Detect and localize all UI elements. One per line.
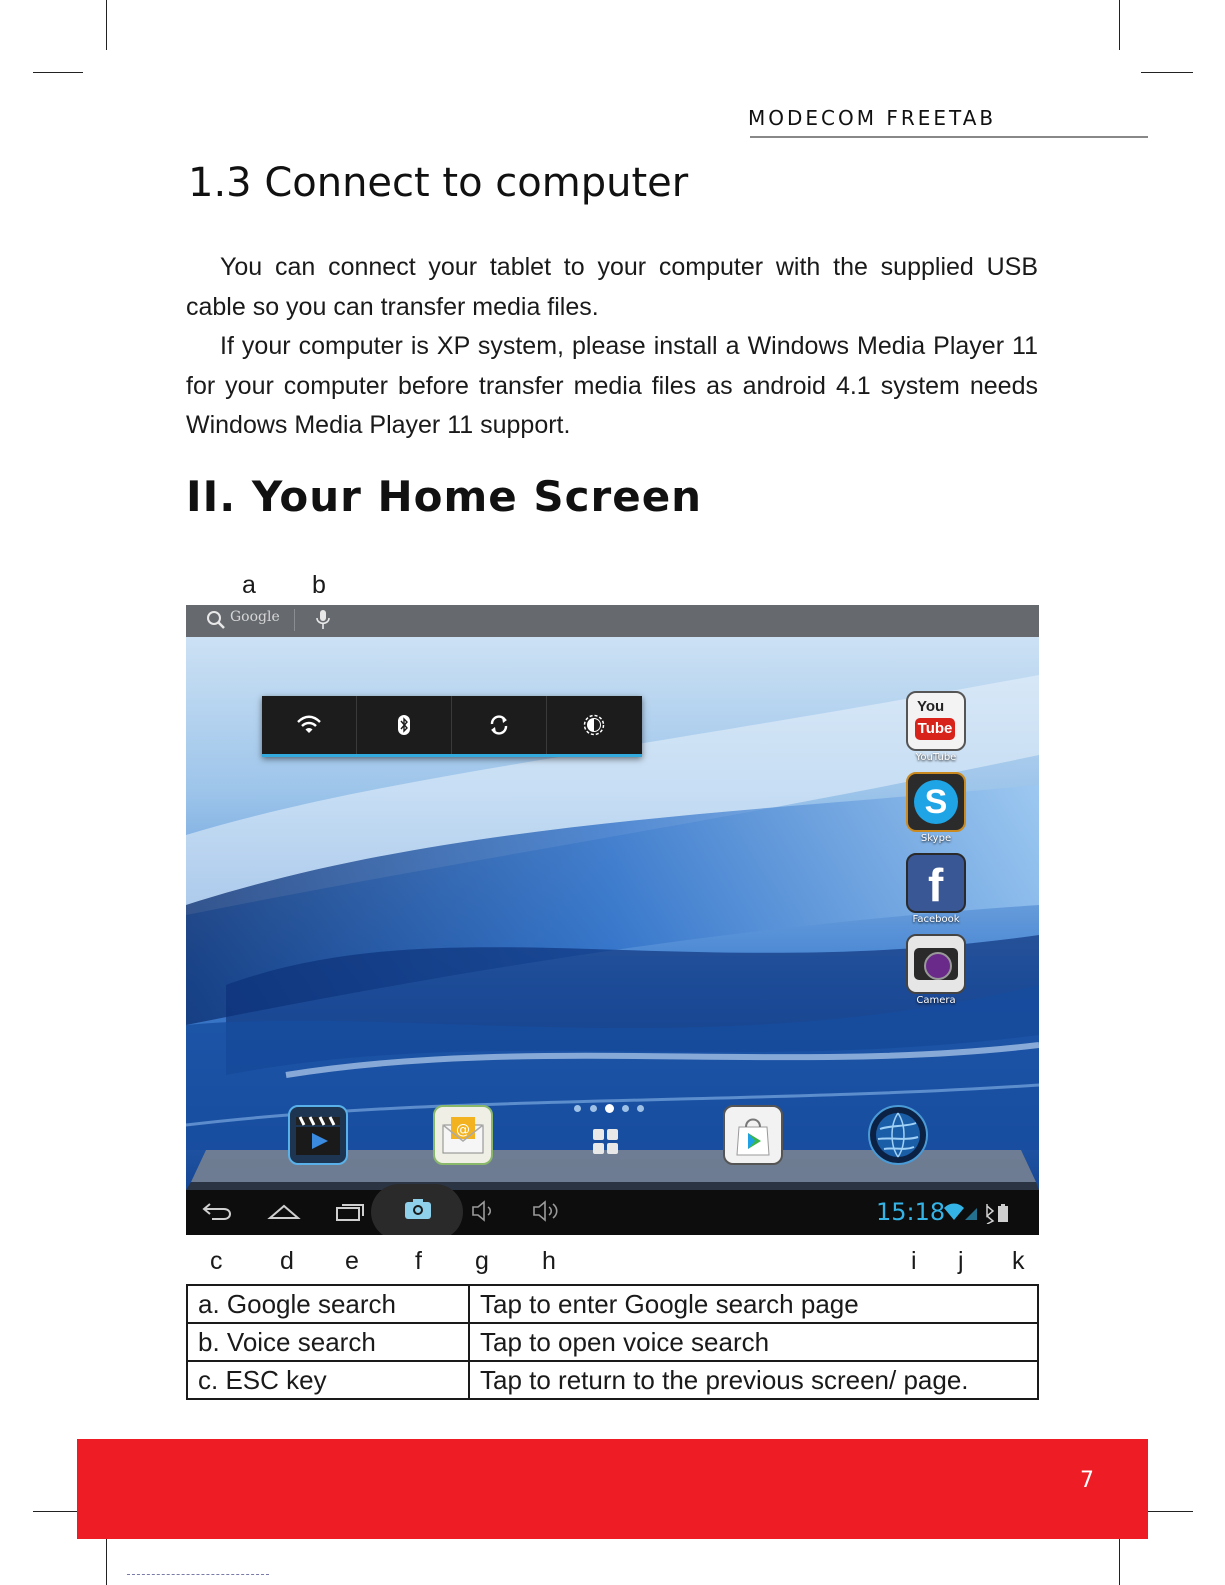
- label-h: h: [542, 1247, 556, 1275]
- brightness-icon: [583, 714, 605, 736]
- skype-icon: [906, 772, 966, 832]
- label-j: j: [958, 1247, 964, 1275]
- system-nav-bar: [186, 1190, 1039, 1235]
- footer-band: [77, 1439, 1148, 1539]
- microphone-icon[interactable]: [315, 608, 331, 632]
- play-store-app-icon[interactable]: [723, 1105, 783, 1165]
- legend-key: c. ESC key: [187, 1361, 469, 1399]
- sync-icon: [488, 714, 510, 736]
- paragraph-xp-text: If your computer is XP system, please install a Windows Media Player 11 for your computer before transfer media files as android 4.1 system needs Windows Media Player 11 support.: [186, 332, 1038, 439]
- search-icon[interactable]: [204, 607, 228, 633]
- screenshot-button[interactable]: [371, 1184, 463, 1235]
- page-dot: [622, 1105, 629, 1112]
- skype-badge: S: [914, 780, 958, 824]
- facebook-icon: [906, 853, 966, 913]
- app-camera[interactable]: [905, 934, 967, 1006]
- crop-mark: [106, 1533, 107, 1585]
- label-b: b: [312, 571, 326, 599]
- volume-down-icon[interactable]: [469, 1198, 499, 1224]
- volume-up-icon[interactable]: [530, 1198, 562, 1224]
- recent-apps-icon[interactable]: [334, 1198, 368, 1224]
- power-control-widget: [262, 696, 642, 757]
- camera-icon: [906, 934, 966, 994]
- label-a: a: [242, 571, 256, 599]
- youtube-tube: Tube: [915, 718, 955, 740]
- app-label-youtube: YouTube: [915, 752, 957, 763]
- paragraph-usb: [186, 248, 1038, 327]
- label-i: i: [911, 1247, 917, 1275]
- wifi-signal-icon: [944, 1204, 964, 1221]
- globe-icon: [870, 1107, 926, 1163]
- legend-desc: Tap to open voice search: [469, 1323, 1038, 1361]
- table-row: [187, 1323, 1038, 1361]
- search-hint[interactable]: Google: [230, 609, 280, 625]
- bluetooth-status-icon: [987, 1204, 993, 1224]
- paragraph-xp: [186, 327, 1038, 446]
- camera-lens: [924, 952, 952, 980]
- all-apps-button[interactable]: [591, 1127, 621, 1157]
- section-title-connect: 1.3 Connect to computer: [188, 160, 689, 206]
- label-f: f: [415, 1247, 422, 1275]
- bluetooth-icon: [397, 714, 411, 736]
- facebook-f: f: [928, 859, 944, 911]
- legend-desc: Tap to return to the previous screen/ page.: [469, 1361, 1038, 1399]
- paragraph-usb-text: You can connect your tablet to your computer with the supplied USB cable so you can transfer media files.: [186, 253, 1038, 321]
- app-youtube[interactable]: [905, 691, 967, 763]
- page-dot-active: [605, 1104, 614, 1113]
- wifi-toggle[interactable]: [262, 696, 357, 754]
- page-number: 7: [1080, 1468, 1094, 1493]
- crop-mark: [33, 72, 83, 73]
- brightness-toggle[interactable]: [547, 696, 641, 754]
- wifi-icon: [296, 715, 322, 735]
- video-player-app-icon[interactable]: [288, 1105, 348, 1165]
- email-app-icon[interactable]: [433, 1105, 493, 1165]
- battery-icon: [998, 1204, 1008, 1222]
- app-facebook[interactable]: [905, 853, 967, 925]
- crop-mark: [1119, 0, 1120, 50]
- home-screen-screenshot: [186, 605, 1039, 1235]
- bluetooth-toggle[interactable]: [357, 696, 452, 754]
- legend-table: [186, 1284, 1039, 1400]
- sync-toggle[interactable]: [452, 696, 547, 754]
- status-clock: 15:18: [876, 1198, 946, 1226]
- label-e: e: [345, 1247, 359, 1275]
- youtube-you: You: [917, 698, 945, 715]
- svg-text:@: @: [456, 1122, 470, 1138]
- label-c: c: [210, 1247, 223, 1275]
- app-skype[interactable]: [905, 772, 967, 844]
- page-dot: [637, 1105, 644, 1112]
- table-row: [187, 1361, 1038, 1399]
- play-store-icon: [725, 1107, 781, 1163]
- clapper-icon: [290, 1107, 346, 1163]
- back-icon[interactable]: [200, 1198, 234, 1224]
- page-dot: [590, 1105, 597, 1112]
- cell-signal-icon: [965, 1208, 977, 1220]
- app-label-skype: Skype: [920, 833, 952, 844]
- browser-app-icon[interactable]: [868, 1105, 928, 1165]
- google-search-bar[interactable]: [186, 605, 1039, 637]
- app-label-camera: Camera: [916, 995, 956, 1006]
- dashed-line: [127, 1574, 269, 1575]
- table-row: [187, 1285, 1038, 1323]
- home-icon[interactable]: [267, 1198, 301, 1224]
- email-icon: [435, 1107, 491, 1163]
- label-d: d: [280, 1247, 294, 1275]
- youtube-icon: [906, 691, 966, 751]
- label-k: k: [1012, 1247, 1025, 1275]
- legend-key: a. Google search: [187, 1285, 469, 1323]
- crop-mark: [33, 1511, 83, 1512]
- label-g: g: [475, 1247, 489, 1275]
- apps-grid-icon: [591, 1127, 621, 1157]
- status-icons[interactable]: [943, 1202, 1015, 1224]
- crop-mark: [106, 0, 107, 50]
- screenshot-camera-icon: [403, 1197, 433, 1221]
- app-label-facebook: Facebook: [912, 914, 960, 925]
- legend-key: b. Voice search: [187, 1323, 469, 1361]
- search-divider: [294, 609, 295, 631]
- legend-desc: Tap to enter Google search page: [469, 1285, 1038, 1323]
- page-dot: [574, 1105, 581, 1112]
- crop-mark: [1141, 1511, 1193, 1512]
- header-rule: [750, 136, 1148, 138]
- crop-mark: [1141, 72, 1193, 73]
- section-title-home-screen: II. Your Home Screen: [186, 472, 703, 521]
- crop-mark: [1119, 1533, 1120, 1585]
- brand-header: MODECOM FREETAB: [748, 106, 997, 130]
